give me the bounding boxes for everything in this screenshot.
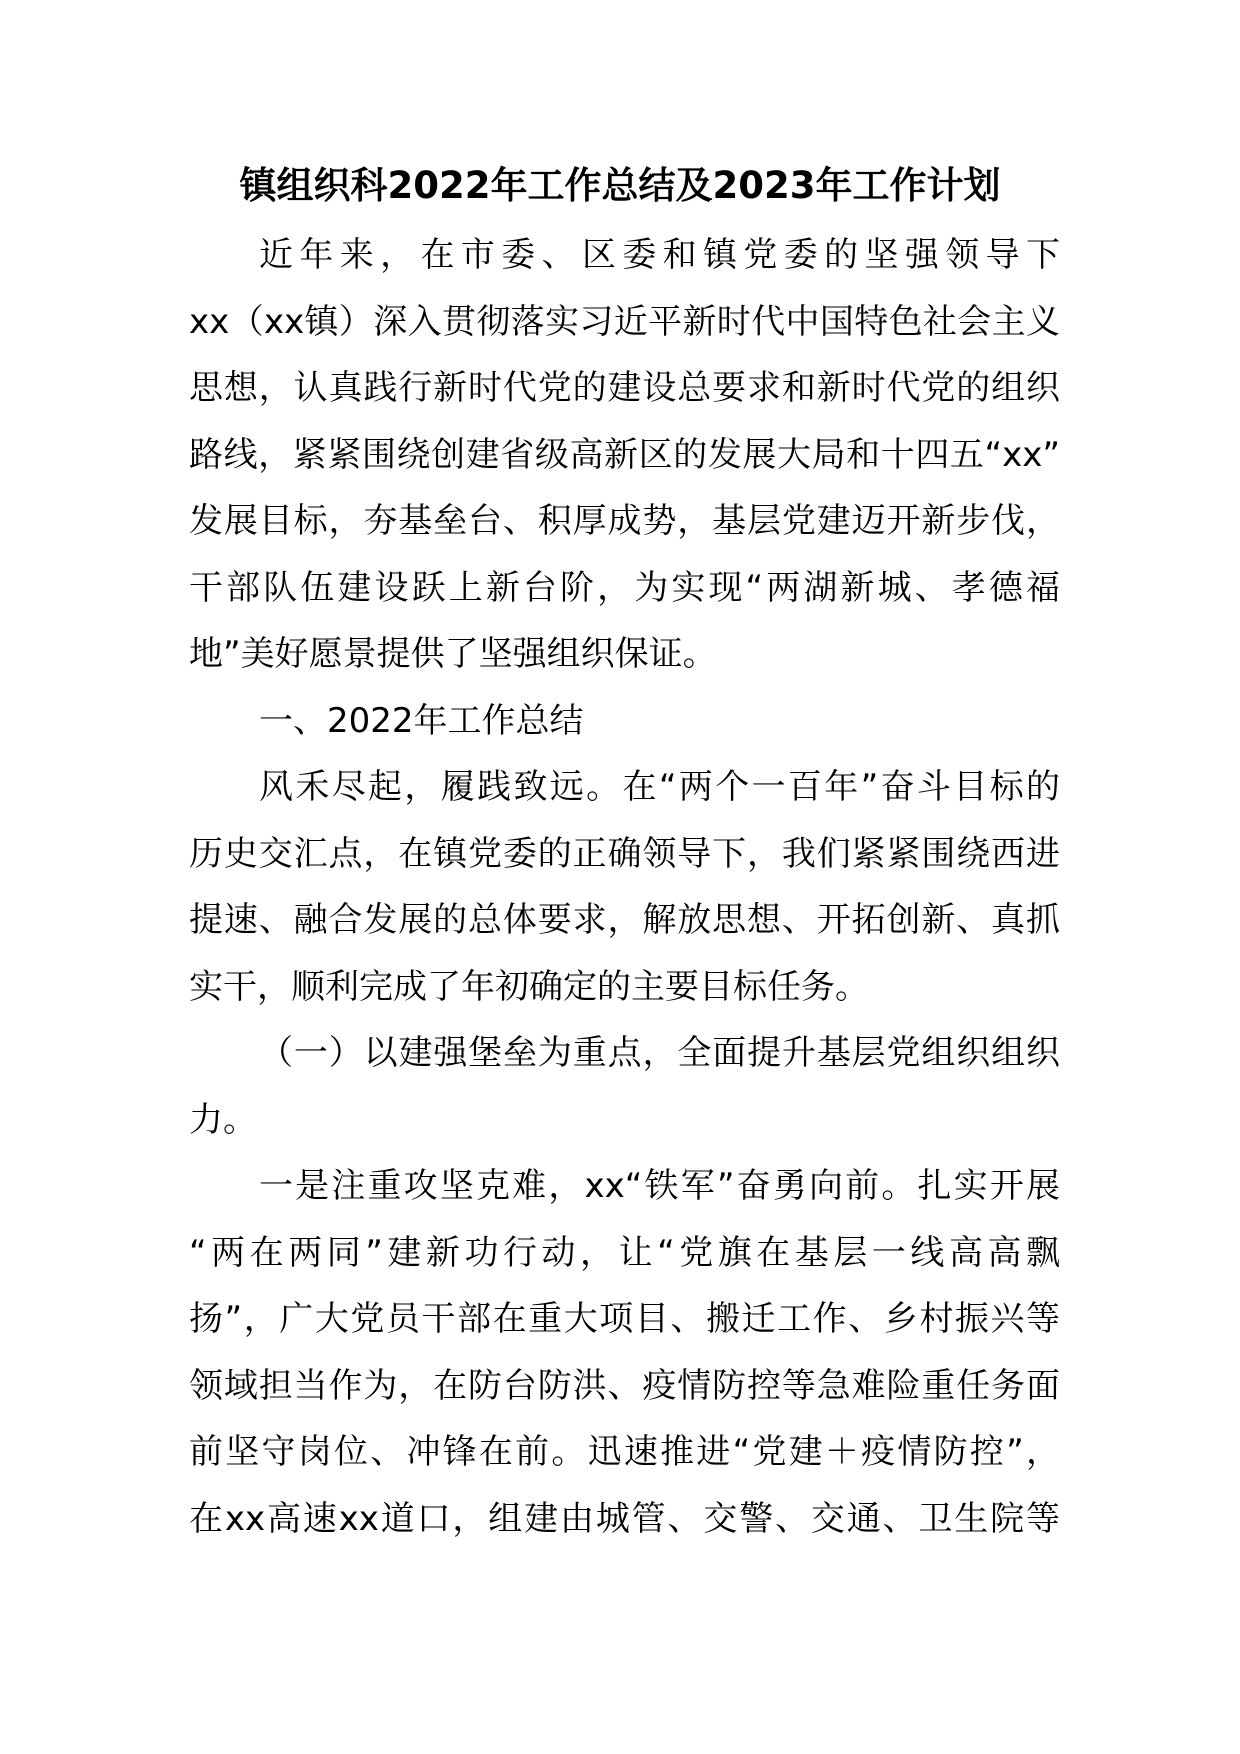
text-line: 领域担当作为，在防台防洪、疫情防控等急难险重任务面	[189, 1365, 1060, 1406]
text-line: 力。	[189, 1099, 257, 1140]
text-line: 扬”，广大党员干部在重大项目、搬迁工作、乡村振兴等	[189, 1299, 1060, 1339]
document-title: 镇组织科2022年工作总结及2023年工作计划	[239, 164, 1001, 207]
text-line: （一）以建强堡垒为重点，全面提升基层党组织组织	[259, 1033, 1060, 1073]
section-heading: 一、2022年工作总结	[259, 700, 584, 741]
text-line: 风禾尽起，履践致远。在“两个一百年”奋斗目标的	[259, 767, 1060, 807]
text-line: xx（xx镇）深入贯彻落实习近平新时代中国特色社会主义	[189, 301, 1060, 342]
text-line: 实干，顺利完成了年初确定的主要目标任务。	[189, 966, 869, 1007]
text-line: 路线，紧紧围绕创建省级高新区的发展大局和十四五“xx”	[189, 434, 1060, 475]
text-line: 思想，认真践行新时代党的建设总要求和新时代党的组织	[189, 368, 1060, 408]
text-line: 近年来，在市委、区委和镇党委的坚强领导下	[259, 235, 1060, 275]
text-line: 在xx高速xx道口，组建由城管、交警、交通、卫生院等	[189, 1498, 1060, 1539]
text-line: 历史交汇点，在镇党委的正确领导下，我们紧紧围绕西进	[189, 833, 1060, 874]
text-line: 前坚守岗位、冲锋在前。迅速推进“党建＋疫情防控”，	[189, 1432, 1060, 1472]
text-line: 一是注重攻坚克难，xx“铁军”奋勇向前。扎实开展	[259, 1166, 1060, 1206]
text-line: “两在两同”建新功行动，让“党旗在基层一线高高飘	[189, 1232, 1060, 1273]
text-line: 干部队伍建设跃上新台阶，为实现“两湖新城、孝德福	[189, 567, 1060, 608]
text-line: 发展目标，夯基垒台、积厚成势，基层党建迈开新步伐，	[189, 501, 1060, 541]
text-line: 地”美好愿景提供了坚强组织保证。	[189, 634, 717, 674]
text-line: 提速、融合发展的总体要求，解放思想、开拓创新、真抓	[189, 900, 1060, 940]
